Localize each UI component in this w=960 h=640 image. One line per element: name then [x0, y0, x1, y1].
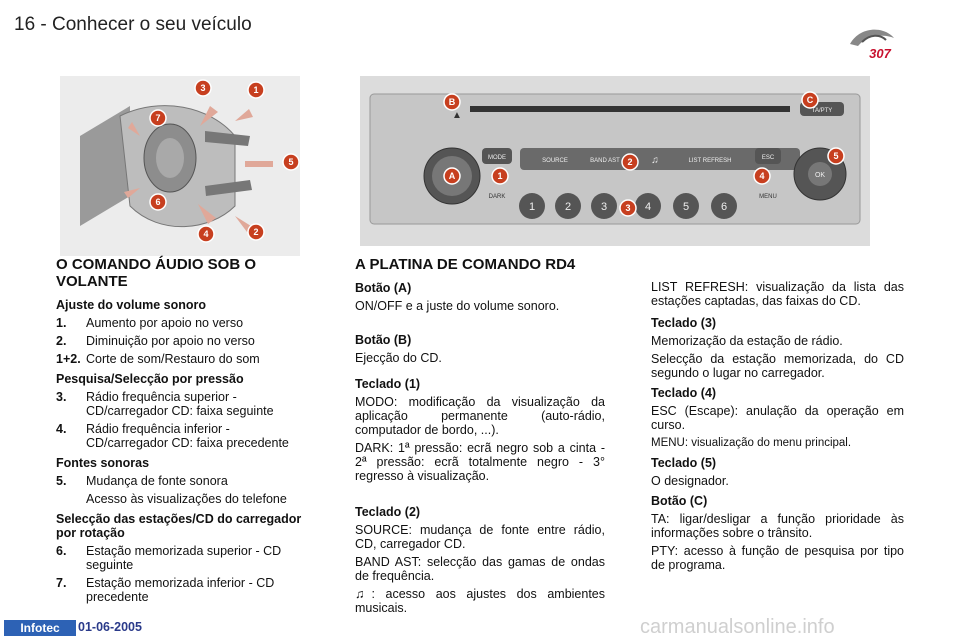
list-refresh-button: LIST REFRESH	[688, 158, 732, 164]
watermark: carmanualsonline.info	[640, 616, 835, 638]
callout-3	[620, 200, 636, 216]
teclado-4-p2: MENU: visualização do menu principal.	[651, 437, 852, 449]
botao-a-text: ON/OFF e a juste do volume sonoro.	[355, 299, 560, 313]
svg-text:A: A	[448, 171, 456, 181]
callout-6	[150, 194, 166, 210]
search-section	[56, 372, 306, 450]
teclado-1-mode: MODO: modificação da visualização da aplicação permanente (auto-rádio, computador de bordo, ...).	[355, 395, 605, 437]
middle-column	[355, 256, 605, 619]
teclado-2-source: SOURCE: mudança de fonte entre rádio, CD, carregador CD.	[355, 523, 605, 551]
preset-5: 5	[682, 201, 690, 213]
preset-2: 2	[564, 201, 572, 213]
list-item: 4. Rádio frequência inferior - CD/carregador CD: faixa precedente	[56, 422, 289, 450]
sources-section	[56, 456, 306, 506]
callout-5	[283, 154, 299, 170]
teclado-1-title: Teclado (1)	[355, 377, 421, 391]
music-note-icon: ♫	[355, 587, 372, 601]
svg-text:1: 1	[253, 85, 259, 95]
callout-2	[622, 154, 638, 170]
list-item: 2. Diminuição por apoio no verso	[56, 334, 255, 348]
source-button: SOURCE	[542, 158, 568, 164]
mode-button: MODE	[488, 155, 506, 161]
svg-text:3: 3	[625, 203, 631, 213]
ta-pty-button: TA/PTY	[811, 108, 833, 114]
dark-button: DARK	[488, 194, 506, 200]
list-item: 3. Rádio frequência superior - CD/carregador CD: faixa seguinte	[56, 390, 274, 418]
list-item: 7. Estação memorizada inferior - CD precedente	[56, 576, 275, 604]
teclado-5-title: Teclado (5)	[651, 456, 717, 470]
list-item: 5. Mudança de fonte sonora	[56, 474, 228, 488]
page-title: 16 - Conhecer o seu veículo	[14, 14, 252, 35]
svg-text:5: 5	[288, 157, 294, 167]
list-refresh-text: LIST REFRESH: visualização da lista das estações captadas, das faixas do CD.	[651, 280, 904, 308]
teclado-2-band: BAND AST: selecção das gamas de ondas de frequência.	[355, 555, 605, 583]
list-item: 1. Aumento por apoio no verso	[56, 316, 244, 330]
botao-b-title: Botão (B)	[355, 333, 412, 347]
svg-text:1: 1	[497, 171, 503, 181]
ok-button: OK	[814, 172, 826, 179]
steering-audio-heading: O COMANDO ÁUDIO SOB O VOLANTE	[56, 256, 257, 290]
callout-7	[150, 110, 166, 126]
botao-c-title: Botão (C)	[651, 494, 708, 508]
teclado-3-title: Teclado (3)	[651, 316, 717, 330]
edition-date: 01-06-2005	[78, 620, 142, 634]
svg-text:B: B	[448, 97, 456, 107]
teclado-3-p2: Selecção da estação memorizada, do CD segundo o lugar no carregador.	[651, 352, 904, 380]
callout-1	[248, 82, 264, 98]
svg-text:5: 5	[833, 151, 839, 161]
list-item: 6. Estação memorizada superior - CD seguinte	[56, 544, 282, 572]
infotec-badge: Infotec	[4, 620, 76, 636]
menu-button: MENU	[759, 194, 777, 200]
svg-text:4: 4	[203, 229, 209, 239]
steering-audio-control-illustration	[60, 76, 300, 256]
botao-b-text: Ejecção do CD.	[355, 351, 442, 365]
svg-text:♫: ♫	[651, 155, 659, 166]
botao-c-pty: PTY: acesso à função de pesquisa por tipo de programa.	[651, 544, 904, 572]
svg-text:7: 7	[155, 113, 161, 123]
section-title: Ajuste do volume sonoro	[56, 298, 207, 312]
preset-1: 1	[528, 201, 536, 213]
preset-3: 3	[600, 201, 608, 213]
callout-a	[444, 168, 460, 184]
teclado-5-p1: O designador.	[651, 474, 729, 488]
callout-1	[492, 168, 508, 184]
list-item: 1+2. Corte de som/Restauro do som	[56, 352, 260, 366]
section-title: Fontes sonoras	[56, 456, 150, 470]
teclado-2-music: ♫: acesso aos ajustes dos ambientes musicais.	[355, 587, 606, 615]
radio-rd4-illustration	[360, 76, 870, 246]
section-title: Pesquisa/Selecção por pressão	[56, 372, 244, 386]
brand-logo	[840, 24, 904, 62]
botao-c-ta: TA: ligar/desligar a função prioridade às informações sobre o trânsito.	[651, 512, 904, 540]
volume-section	[56, 298, 306, 366]
teclado-4-p1: ESC (Escape): anulação da operação em curso.	[651, 404, 904, 432]
esc-button: ESC	[761, 155, 775, 161]
rotation-section	[56, 512, 306, 604]
svg-text:C: C	[806, 95, 814, 105]
band-ast-button: BAND AST	[590, 158, 620, 164]
preset-4: 4	[644, 201, 652, 213]
teclado-2-title: Teclado (2)	[355, 505, 421, 519]
botao-a-title: Botão (A)	[355, 281, 412, 295]
svg-text:2: 2	[627, 157, 633, 167]
callout-4	[754, 168, 770, 184]
svg-text:2: 2	[253, 227, 259, 237]
left-column	[56, 256, 306, 608]
callout-4	[198, 226, 214, 242]
phone-display-note: Acesso às visualizações do telefone	[86, 492, 287, 506]
callout-5	[828, 148, 844, 164]
logo-model-number: 307	[869, 46, 891, 61]
svg-text:4: 4	[759, 171, 765, 181]
callout-b	[444, 94, 460, 110]
svg-text:▲: ▲	[452, 110, 462, 121]
callout-2	[248, 224, 264, 240]
svg-text:6: 6	[155, 197, 161, 207]
svg-text:3: 3	[200, 83, 206, 93]
preset-6: 6	[720, 201, 728, 213]
rd4-heading: A PLATINA DE COMANDO RD4	[355, 256, 576, 273]
teclado-3-p1: Memorização da estação de rádio.	[651, 334, 843, 348]
section-title: Selecção das estações/CD do carregador por rotação	[56, 512, 302, 540]
callout-3	[195, 80, 211, 96]
callout-c	[802, 92, 818, 108]
right-column	[651, 280, 904, 576]
teclado-4-title: Teclado (4)	[651, 386, 717, 400]
teclado-1-dark: DARK: 1ª pressão: ecrã negro sob a cinta - 2ª pressão: ecrã totalmente negro - 3° regresso à visualização.	[355, 441, 605, 483]
